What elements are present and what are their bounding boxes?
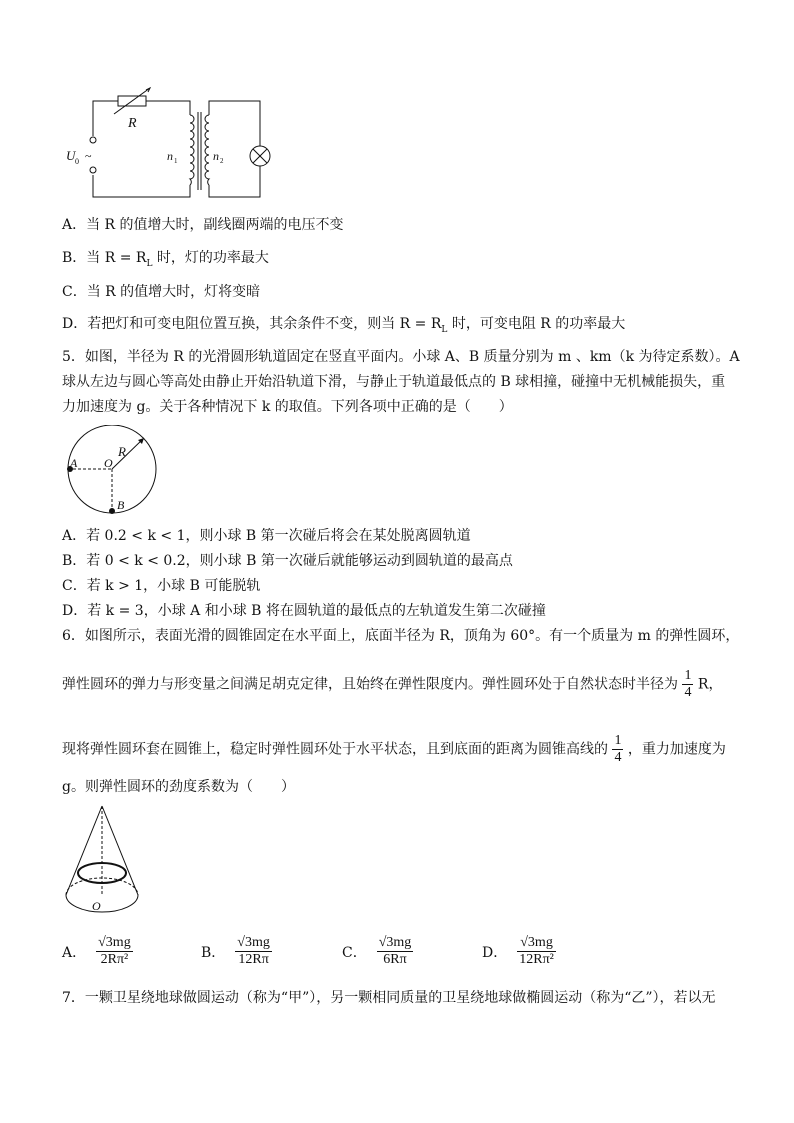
q6-option-a-label: A． <box>62 944 87 961</box>
fig5-o-label: O <box>104 456 113 470</box>
circle-track-figure <box>60 425 170 520</box>
q6-stem-line2-tail: R， <box>697 676 723 693</box>
q6-option-c-num: √3mg <box>378 935 412 950</box>
q6-option-c-den: 6Rπ <box>383 952 407 967</box>
n1-label: n <box>167 149 173 163</box>
resistor-label: R <box>128 116 137 131</box>
q4-option-c: C．当 R 的值增大时，灯将变暗 <box>62 284 261 300</box>
q6-option-d-fraction <box>517 935 556 968</box>
fig6-o-label: O <box>92 899 101 913</box>
ac-symbol: ~ <box>85 149 92 163</box>
q6-stem-line3 <box>62 733 726 766</box>
q6-fraction-quarter-height <box>612 733 623 766</box>
n1-subscript: 1 <box>174 157 178 165</box>
q6-option-c <box>342 935 413 968</box>
q6-stem-line2-text: 弹性圆环的弹力与形变量之间满足胡克定律，且始终在弹性限度内。弹性圆环处于自然状态时半径为 <box>62 676 678 693</box>
n2-label: n <box>213 149 219 163</box>
q6-option-b-num: √3mg <box>237 935 270 950</box>
fig5-b-label: B <box>117 498 125 512</box>
q7-stem-line1: 7．一颗卫星绕地球做圆运动（称为“甲”），另一颗相同质量的卫星绕地球做椭圆运动（称为“乙”），若以无 <box>62 990 716 1006</box>
q6-option-b-fraction <box>235 935 272 968</box>
voltage-subscript: 0 <box>75 157 79 166</box>
q4-option-b-sub: L <box>146 258 153 269</box>
q5-stem-line1: 5．如图，半径为 R 的光滑圆形轨道固定在竖直平面内。小球 A、B 质量分别为 m 、km（k 为待定系数）。A <box>62 349 740 365</box>
q4-option-b-text: B．当 R = R <box>62 250 147 266</box>
q6-stem-line2 <box>62 668 722 701</box>
q6-fraction-quarter-r <box>682 668 693 701</box>
q4-option-b-tail: 时，灯的功率最大 <box>152 250 269 266</box>
n2-subscript: 2 <box>220 157 224 165</box>
q6-option-a-den: 2Rπ² <box>100 952 129 967</box>
voltage-label: U <box>66 148 76 163</box>
q6-option-d-num: √3mg <box>517 935 556 952</box>
q5-option-c: C．若 k > 1，小球 B 可能脱轨 <box>62 578 261 594</box>
q6-option-a <box>62 935 133 968</box>
q6-option-a-num: √3mg <box>98 935 131 950</box>
q4-option-d-text: D．若把灯和可变电阻位置互换，其余条件不变，则当 R = R <box>62 316 442 332</box>
q6-option-a-fraction <box>96 935 133 968</box>
q6-stem-line1: 6．如图所示，表面光滑的圆锥固定在水平面上，底面半径为 R，顶角为 60°。有一个质量为 m 的弹性圆环， <box>62 628 740 644</box>
frac1-numerator: 1 <box>684 668 692 683</box>
q4-option-a: A．当 R 的值增大时，副线圈两端的电压不变 <box>62 217 344 233</box>
q5-option-d: D．若 k = 3，小球 A 和小球 B 将在圆轨道的最低点的左轨道发生第二次碰撞 <box>62 603 546 619</box>
q6-option-c-label: C． <box>342 944 367 961</box>
q5-option-b: B．若 0 < k < 0.2，则小球 B 第一次碰后就能够运动到圆轨道的最高点 <box>62 553 513 569</box>
q6-option-d-den: 12Rπ² <box>519 952 554 967</box>
q5-stem-line3: 力加速度为 g。关于各种情况下 k 的取值。下列各项中正确的是（ ） <box>62 399 513 415</box>
fig5-r-label: R <box>118 444 126 459</box>
cone-figure <box>62 803 162 918</box>
q4-option-b <box>62 248 269 274</box>
frac2-denominator: 4 <box>614 750 622 765</box>
fig5-a-label: A <box>70 456 78 470</box>
q6-option-d <box>482 935 556 968</box>
q6-option-b-den: 12Rπ <box>238 952 269 967</box>
q6-stem-line3-tail: ，重力加速度为 <box>627 741 726 758</box>
q6-option-b <box>201 935 272 968</box>
q4-option-d <box>62 314 625 340</box>
q6-option-b-label: B． <box>201 944 226 961</box>
q6-option-d-label: D． <box>482 944 508 961</box>
q4-option-d-sub: L <box>441 324 448 335</box>
q6-option-c-fraction <box>377 935 414 968</box>
q5-option-a: A．若 0.2 < k < 1，则小球 B 第一次碰后将会在某处脱离圆轨道 <box>62 528 471 544</box>
q6-stem-line4: g。则弹性圆环的劲度系数为（ ） <box>62 779 295 795</box>
q6-stem-line3-text: 现将弹性圆环套在圆锥上，稳定时弹性圆环处于水平状态，且到底面的距离为圆锥高线的 <box>62 741 608 758</box>
frac1-denominator: 4 <box>684 685 692 700</box>
frac2-numerator: 1 <box>614 733 622 748</box>
q5-stem-line2: 球从左边与圆心等高处由静止开始沿轨道下滑，与静止于轨道最低点的 B 球相撞，碰撞中无机械能损失，重 <box>62 374 726 390</box>
q4-option-d-tail: 时，可变电阻 R 的功率最大 <box>447 316 626 332</box>
